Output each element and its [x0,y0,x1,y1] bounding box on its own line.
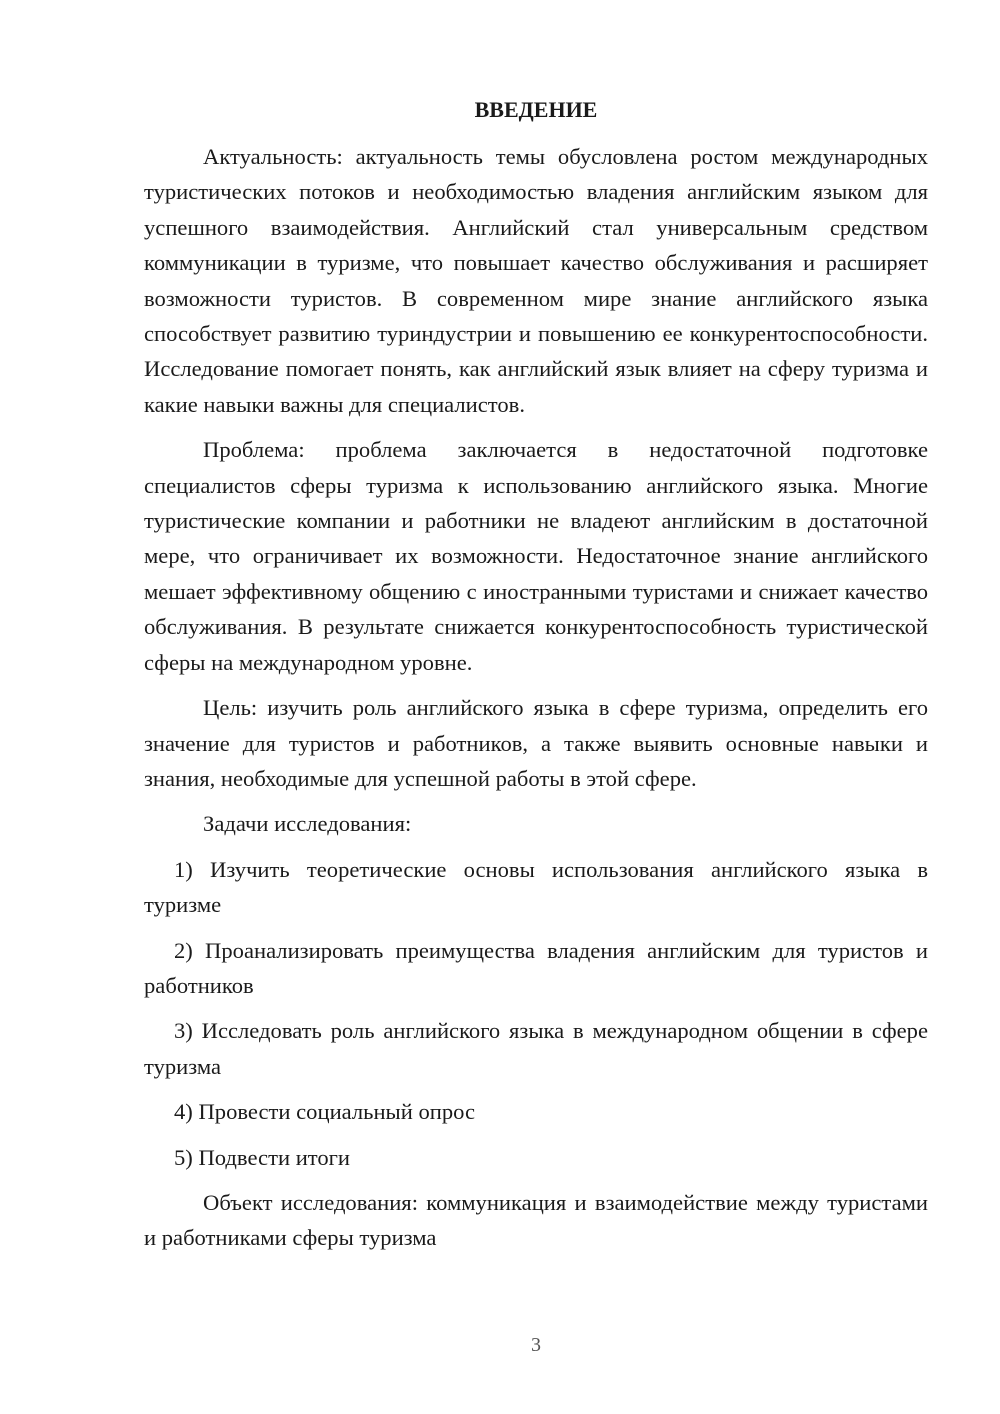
page-number: 3 [531,1334,541,1356]
task-item: 4) Провести социальный опрос [174,1099,476,1125]
task-item: 3) Исследовать роль английского языка в международном общении в сфере туризма [144,1018,928,1079]
page-content [144,95,928,1266]
goal-paragraph: Цель: изучить роль английского языка в сфере туризма, определить его значение для туристов и работников, а также выявить основные навыки и знания, необходимые для успешной работы в этой сфере. [144,695,928,791]
problem-paragraph: Проблема: проблема заключается в недостаточной подготовке специалистов сферы туризма к использованию английского языка. Многие туристические компании и работники не владеют английским в достаточной мере, что ограничивает их возможности. Недостаточное знание английского мешает эффективному общению с иностранными туристами и снижает качество обслуживания. В результате снижается конкурентоспособность туристической сферы на международном уровне. [144,437,928,675]
task-item: 5) Подвести итоги [174,1144,351,1170]
task-item: 2) Проанализировать преимущества владения английским для туристов и работников [144,937,928,998]
relevance-paragraph: Актуальность: актуальность темы обусловлена ростом международных туристических потоков и необходимостью владения английским языком для успешного взаимодействия. Английский стал универсальным средством коммуникации в туризме, что повышает качество обслуживания и расширяет возможности туристов. В современном мире знание английского языка способствует развитию туриндустрии и повышению ее конкурентоспособности. Исследование помогает понять, как английский язык влияет на сферу туризма и какие навыки важны для специалистов. [144,144,928,417]
section-heading: ВВЕДЕНИЕ [474,97,598,122]
task-item: 1) Изучить теоретические основы использования английского языка в туризме [144,856,928,918]
tasks-label: Задачи исследования: [203,811,412,837]
object-paragraph: Объект исследования: коммуникация и взаимодействие между туристами и работниками сферы туризма [144,1189,928,1251]
tasks-list [144,852,928,1175]
